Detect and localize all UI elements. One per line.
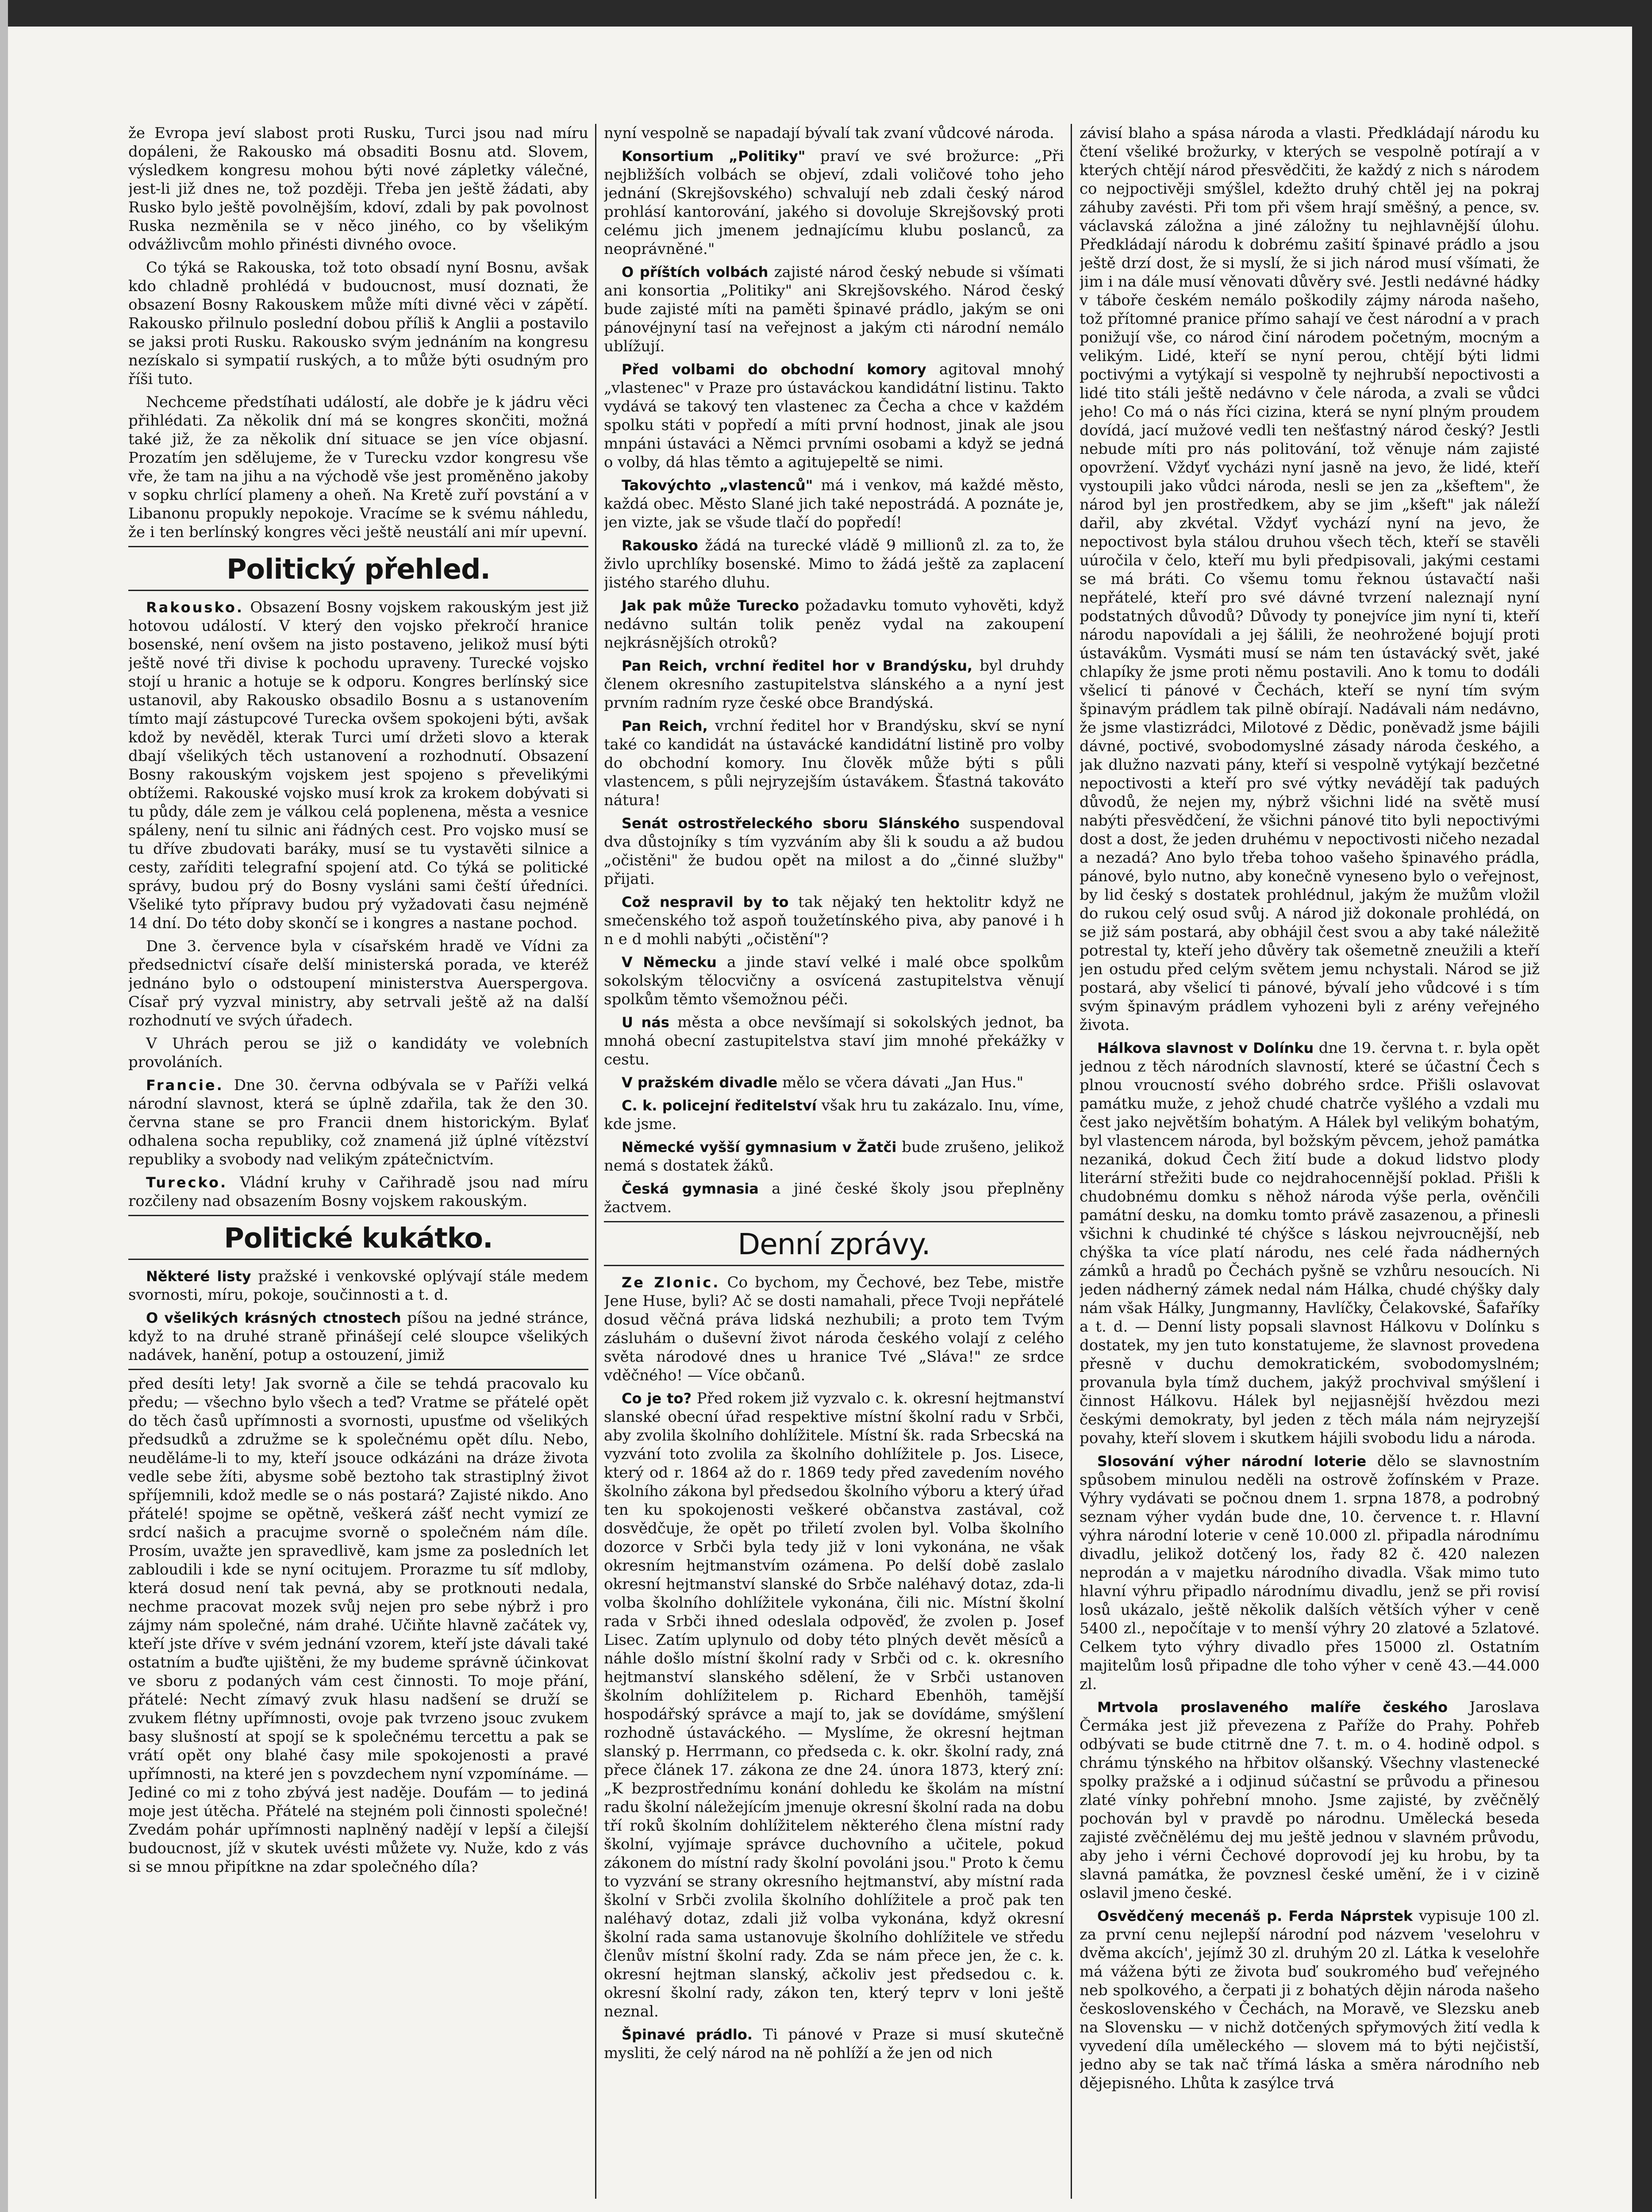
article-paragraph bbox=[1080, 1907, 1540, 2093]
article-paragraph bbox=[604, 1179, 1064, 1217]
article-lead: Mrtvola proslaveného malíře českého bbox=[1097, 1699, 1448, 1716]
article-text: Před rokem již vyzvalo c. k. okresní hejtmanství slanské obecní úřad respektive místní školní radu v Srbči, aby zvolila školního dohlížitele. Místní šk. rada Srbecská na vyzvání toto zvolila za školního dohlížitele p. Jos. Lisece, který od r. 1864 až do r. 1869 tedy před zavedením nového školního zákona byl předsedou školního výboru a který úřad ten ku spokojenosti veškeré občanstva zastával, což dosvědčuje, že opět po třiletí zvolen byl. Volba školního dozorce v Srbči byla tedy již v loni vykonána, ne však okresním hejtmanstvím ozámena. Po delší době zaslalo okresní hejtmanství slanské do Srbče naléhavý dotaz, zda-li volba školního dohlížitele vykonána, čili nic. Místní školní rada v Srbči ihned odeslala odpověď, že zvolen p. Josef Lisec. Zatím uplynulo od doby této plných devět měsíců a náhle došlo místní školní rady v Srbči od c. k. okresního hejtmanství slanského sdělení, že v Srbči ustanoven školním dohlížitelem p. Richard Ebenhöh, tamější hospodářský správce a mají to, jak se dovídáme, smýšlení rozhodně ústaváckého. — Myslíme, že okresní hejtman slanský p. Herrmann, co předseda c. k. okr. školní rady, zná přece článek 17. zákona ze dne 24. února 1873, který zní: „K bezprostřednímu konání dohledu ke školám na místní radu školní náležejícím jmenuje okresní školní rada na dobu tří roků školním dohlížitelem některého člena místní rady školní, vyjímaje správce duchovního a učitele, pokud zákonem do místní rady školní povoláni jsou." Proto k čemu to vyzvání se strany okresního hejtmanství, aby místní rada školní v Srbči zvolila školního dohlížitele a proč pak ten naléhavý dotaz, zdali již volba vykonána, když okresní školní rada sama ustanovuje školního dohlížitele ve středu členův místní školní rady. Zda se nám přece jen, že c. k. okresní hejtman slanský, ačkoliv jest předsedou c. k. okresní školní rady, zákon ten, který teprv v loni ještě neznal. bbox=[604, 1390, 1064, 2020]
article-paragraph bbox=[128, 1173, 588, 1210]
scan-border-left bbox=[0, 0, 8, 2212]
article-paragraph bbox=[128, 1309, 588, 1364]
article-lead: Některé listy bbox=[146, 1268, 251, 1285]
article-paragraph bbox=[604, 1273, 1064, 1385]
article-lead: Německé vyšší gymnasium v Žatči bbox=[622, 1139, 897, 1156]
newspaper-page bbox=[128, 124, 1548, 2199]
article-lead: Senát ostrostřeleckého sboru Slánského bbox=[622, 815, 960, 832]
article-paragraph bbox=[604, 2025, 1064, 2062]
article-paragraph bbox=[128, 1267, 588, 1304]
paragraph: Nechceme předstíhati událostí, ale dobře je k jádru věci přihlédati. Za několik dní má se kongres skončiti, možná také již, že za několik dní situace se jen více objasní. Prozatím jen sdělujeme, že v Turecku vzdor kongresu vše vře, že tam na jihu a na východě vše jest proměněno jakoby v sopku chrlící plameny a oheň. Na Kretě zuří povstání a v Libanonu propukly nepokoje. Vracíme se k svému náhledu, že i ten berlínský kongres věci ještě neustálí ani mír upevní. bbox=[128, 393, 588, 541]
paragraph: že Evropa jeví slabost proti Rusku, Turci jsou nad míru dopáleni, že Rakousko má obsaditi Bosnu atd. Slovem, výsledkem kongresu mohou býti nové zápletky válečné, jest-li již dnes ne, tož později. Třeba jen ještě žádati, aby Rusko bylo ještě povolnějším, kdoví, zdali by pak povolnost Ruska nezměnila se v něco jiného, co by všelikým odvážlivcům mohlo přinésti divného ovoce. bbox=[128, 124, 588, 253]
article-paragraph bbox=[1080, 1698, 1540, 1902]
article-paragraph bbox=[604, 1138, 1064, 1175]
article-paragraph bbox=[604, 814, 1064, 888]
article-text: Obsazení Bosny vojskem rakouským jest již hotovou událostí. V který den vojsko překročí hranice bosenské, není ovšem na jisto postaveno, jelikož musí býti ještě nové tři divise k pochodu upraveny. Turecké vojsko stojí u hranic a hotuje se k odporu. Kongres berlínský sice ustanovil, aby Rakousko obsadilo Bosnu a s ustanovením tímto mají zástupcové Turecka ovšem spokojeni býti, avšak kdož by nevěděl, kterak Turci umí držeti slovo a kterak dbají všelikých těch ustanovení a rozhodnutí. Obsazení Bosny rakouským vojskem jest spojeno s převelikými obtížemi. Rakouské vojsko musí krok za krokem dobývati si tu půdy, dále zem je válkou celá poplenena, města a vesnice spáleny, není tu silnic ani řádných cest. Pro vojsko musí se tu dříve zbudovati baráky, musí se tu vystavěti silnice a cesty, zaříditi telegrafní spojení atd. Co týká se politické správy, budou prý do Bosny vysláni sami čeští úředníci. Všeliké tyto přípravy budou prý vyžadovati času nejméně 14 dní. Do této doby skončí se i kongres a nastane pochod. bbox=[128, 599, 588, 932]
article-text: dne 19. června t. r. byla opět jednou z těch národních slavností, které se účastní Čech s plnou vroucností svého dobrého srdce. Přišli oslavovat památku muže, z jehož chudé chatrče vyšlého a vzdali mu čest jako největším bohatým. A Hálek byl velikým bohatým, byl vlastencem národa, byl božským pěvcem, jehož památka nezaniká, dokud Čech žití bude a dokud lidstvo plody literární střežiti bude co nejdrahocennější poklad. Přišli k chudobnému domku s něhož národa výše perla, ověnčili památní desku, na domku tomto právě zasazenou, a přinesli všichni k chudinké té chýšce s láskou nejvroucnější, neb chýška ta více platí národu, nes celé řada nádherných zámků a hradů po Čechách pyšně se vzhůru nesoucích. Ni jeden nádherný zámek nedal nám Hálka, chudé chýšky daly nám však Hálky, Jungmanny, Havlíčky, Čelakovské, Šafaříky a t. d. — Denní listy popsali slavnost Hálkovu v Dolínku s dostatek, my jen tuto konstatujeme, že slavnost provedena přesně v duchu demokratickém, svobodomyslném; provanula byla tímž duchem, jakýž prochvival smýšlení i činnost Hálkovu. Hálek byl nejjasnější hvězdou mezi českými demokraty, byl jeden z těch mála nám nejryzejší povahy, kteří slovem i skutkem hájili svobodu lidu a národa. bbox=[1080, 1039, 1540, 1447]
column-rule bbox=[1071, 124, 1072, 2199]
article-lead: Slosování výher národní loterie bbox=[1097, 1453, 1367, 1470]
paragraph: před desíti lety! Jak svorně a čile se tehdá pracovalo ku předu; — všechno bylo všech a teď? Vratme se přátelé opět do těch časů upřímnosti a svornosti, upusťme od všelikých předsudků a združme se k společnému opět dílu. Nebo, neuděláme-li to my, kteří jsouce odkázáni na dráze života vedle sebe žíti, abysme sobě beztoho tak strastiplný život spříjemnili, kdož medle se o nás postará? Zajisté nikdo. Ano přátelé! spojme se opětně, veškerá zášť necht vymizí ze srdcí našich a pracujme svorně o společném nám díle. Prosím, uvažte jen spravedlivě, kam jsme za posledních let zabloudili i kde se nyní ocitujem. Prorazme tu síť mdloby, která dosud není tak pevná, aby se protknouti nedala, nechme pracovat mozek svůj nejen pro sebe nýbrž i pro zájmy nám společné, nám drahé. Učiňte hlavně začátek vy, kteří jste dříve v svém jednání vzorem, kteří jste dávali také ostatním a buďte ujištěni, že my budeme správně účinkovat ve sboru z podaných vám cest činnosti. To moje přání, přátelé: Necht zímavý zvuk hlasu nadšení se druží se zvukem flétny upřímnosti, ovoje pak tvrzeno jsouc zvukem basy slušností at spojí se k společnému tercettu a pak se vrátí opět ony blahé časy mile spokojenosti a pravé upřímnosti, na které jen s povzdechem nyní vzpomínáme. — Jediné co mi z toho zbývá jest naděje. Doufám — to jediná moje jest útěcha. Přátelé na stejném poli činnosti společné! Zvedám pohár upřímnosti naplněný nadějí v lepší a čilejší budoucnost, jíž v skutek uvésti můžete vy. Nuže, kdo z vás si se mnou připítkne na zdar společného díla? bbox=[128, 1375, 588, 1876]
article-text: tak nějaký ten hektolitr když ne smečenského tož aspoň toužetínského piva, aby panové i h n e d mohli nabýti „očistění"? bbox=[604, 893, 1064, 948]
article-text: má i venkov, má každé město, každá obec. Město Slané jich také nepostrádá. A poznáte je, jen vizte, jak se všude tlačí do popředí! bbox=[604, 476, 1064, 531]
article-paragraph bbox=[604, 536, 1064, 592]
paragraph bbox=[604, 124, 1064, 142]
article-paragraph bbox=[1080, 1039, 1540, 1448]
column-left bbox=[128, 124, 588, 2199]
article-paragraph bbox=[604, 1389, 1064, 2021]
article-lead: Před volbami do obchodní komory bbox=[622, 361, 926, 378]
paragraph: Co týká se Rakouska, tož toto obsadí nyní Bosnu, avšak kdo chladně prohlédá v budoucnost, musí doznati, že obsazení Bosny Rakouskem může míti divné věci v zápětí. Rakousko přilnulo poslední dobou příliš k Anglii a postavilo se jaksi proti Rusku. Rakousko svým jednáním na kongresu nezískalo si sympatií ruských, a to může býti osudným pro říši tuto. bbox=[128, 259, 588, 388]
article-text: byl druhdy členem okresního zastupitelstva slánského a a nyní jest prvním radním ryze české obce Brandýská. bbox=[604, 657, 1064, 712]
column-right bbox=[1080, 124, 1540, 2199]
section-heading-politicky-prehled: Politický přehled. bbox=[128, 546, 588, 591]
article-lead: Což nespravil by to bbox=[622, 894, 789, 910]
paragraph bbox=[1080, 124, 1540, 1034]
article-text: bude zrušeno, jelikož nemá s dostatek žáků. bbox=[604, 1138, 1064, 1175]
scan-border-top bbox=[0, 0, 1652, 27]
article-lead: O všelikých krásných ctnostech bbox=[146, 1310, 401, 1326]
article-text: V Uhrách perou se již o kandidáty ve volebních provoláních. bbox=[128, 1035, 588, 1071]
article-paragraph bbox=[604, 1073, 1064, 1092]
article-lead: Francie. bbox=[146, 1077, 224, 1094]
article-paragraph bbox=[128, 598, 588, 933]
article-lead: Rakousko. bbox=[146, 599, 244, 616]
column-rule bbox=[595, 124, 596, 2199]
article-text: mělo se včera dávati „Jan Hus." bbox=[777, 1074, 1024, 1091]
article-lead: Turecko. bbox=[146, 1174, 228, 1191]
article-text: Dne 30. června odbývala se v Paříži velká národní slavnost, která se úplně zdařila, tak že den 30. června stane se pro Francii dnem historickým. Bylať odhalena socha republiky, což znamená již úplné vítězství republiky a svobody nad velikým zpátečnictvím. bbox=[128, 1076, 588, 1168]
column-middle bbox=[604, 124, 1064, 2199]
article-text: žádá na turecké vládě 9 millionů zl. za to, že živlo uprchlíky bosenské. Mimo to žádá ještě za zaplacení jistého starého dluhu. bbox=[604, 537, 1064, 591]
article-paragraph bbox=[128, 937, 588, 1030]
article-paragraph bbox=[128, 1076, 588, 1169]
article-lead: V Německu bbox=[622, 954, 717, 971]
article-text: zajisté národ český nebude si všímati ani konsortia „Politiky" ani Skrejšovského. Národ český bude zajisté míti na paměti špinavé prádlo, jakým se oni pánovéjnyní tasí na veřejnost a jakým cti národní nemálo ublížují. bbox=[604, 263, 1064, 355]
article-lead: Česká gymnasia bbox=[622, 1180, 759, 1197]
article-lead: O příštích volbách bbox=[622, 264, 768, 280]
article-text: vypisuje 100 zl. za první cenu nejlepší národní pod názvem 'veselohru v dvěma akcích', jejímž 30 zl. druhým 20 zl. Látka k veselohře má vážena býti ze života buď soukromého buď veřejného neb spolkového, a čerpati ji z bohatých dějin národa našeho československého v Čechách, na Moravě, ve Slezsku aneb na Slovensku — v nichž dotčených spřymových žití vedla k vyvedení díla uměleckého — slovem má to býti nejčistší, jedno aby se tak nač třímá láska a směra národního neb dějepisného. Lhůta k zasýlce trvá bbox=[1080, 1907, 1540, 2092]
article-text: Jaroslava Čermáka jest již převezena z Paříže do Prahy. Pohřeb odbývati se bude ctitrně dne 7. t. m. o 4. hodině odpol. s chrámu týnského na hřbitov olšanský. Všechny vlastenecké spolky pražské a i odjinud súčastní se průvodu a přinesou zlaté vínky pohřební mnoho. Jsme zajisté, by zvěčnělý pochován byl v pravdě po národnu. Umělecká beseda zajisté zvěčnělému dej mu ještě jednou v slavném průvodu, aby jeho i vérni Čechové doprovodí jej ku hrobu, by ta slavná památka, že povznesl české umění, že i v cizině oslavil jmeno české. bbox=[1080, 1698, 1540, 1902]
article-paragraph bbox=[128, 1034, 588, 1071]
divider bbox=[128, 1369, 588, 1370]
article-text: požadavku tomuto vyhověti, když nedávno sultán tolik peněz vydal na zakoupení nejkrásnějších otroků? bbox=[604, 597, 1064, 652]
article-text: Dne 3. července byla v císařském hradě ve Vídni za předsednictví císaře delší ministerská porada, ve kteréž jednáno bylo o odstoupení ministerstva Auerspergova. Císař prý vyzval ministry, aby setrvali ještě až na další rozhodnutí ve svých úřadech. bbox=[128, 937, 588, 1029]
article-text: nyní vespolně se napadají bývalí tak zvaní vůdcové národa. bbox=[604, 124, 1054, 142]
article-text: Vládní kruhy v Cařihradě jsou nad míru rozčileny nad obsazením Bosny vojskem rakouským. bbox=[128, 1174, 588, 1210]
article-text: agitoval mnohý „vlastenec" v Praze pro ústaváckou kandidátní listinu. Takto vydává se takový ten vlastenec za Čecha a chce v každém spolku státi v popředí a míti první hodnost, jinak ale jsou mnpáni ústaváci a Němci prvními osobami a když se jedná o volby, dá hlas těmto a agitujepeltě se nimi. bbox=[604, 361, 1064, 471]
section-heading-denni-zpravy: Denní zprávy. bbox=[604, 1221, 1064, 1266]
section-heading-politicke-kukatko: Politické kukátko. bbox=[128, 1215, 588, 1260]
article-text: a jiné české školy jsou přeplněny žactvem. bbox=[604, 1180, 1064, 1216]
article-text: praví ve své brožurce: „Při nejbližších volbách se objeví, zdali voličové toho jeho jednání (Skrejšovského) schvalují neb zdali český národ prohlásí kantorování, jakého si dovoluje Skrejšovský proti celému jich jmenem jednajícímu klubu poslanců, za neoprávněné." bbox=[604, 147, 1064, 258]
article-lead: Hálkova slavnost v Dolínku bbox=[1097, 1040, 1314, 1056]
article-text: však hru tu zakázalo. Inu, víme, kde jsme. bbox=[604, 1097, 1064, 1133]
article-paragraph bbox=[604, 263, 1064, 356]
article-paragraph bbox=[604, 953, 1064, 1009]
article-text: města a obce nevšímají si sokolských jednot, ba mnohá obecní zastupitelstva staví jim mnohé překážky v cestu. bbox=[604, 1014, 1064, 1068]
article-lead: V pražském divadle bbox=[622, 1074, 778, 1091]
article-paragraph bbox=[1080, 1452, 1540, 1694]
article-lead: Špinavé prádlo. bbox=[622, 2026, 753, 2043]
article-lead: Jak pak může Turecko bbox=[622, 597, 799, 614]
article-text: suspendoval dva důstojníky s tím vyzváním aby šli k soudu a až budou „očistěni" že budou opět na milost a do „činné služby" přijati. bbox=[604, 814, 1064, 888]
article-lead: Ze Zlonic. bbox=[622, 1274, 720, 1291]
article-paragraph bbox=[604, 596, 1064, 652]
article-paragraph bbox=[604, 476, 1064, 532]
article-lead: Takovýchto „vlastenců" bbox=[622, 477, 813, 494]
article-lead: Pan Reich, vrchní ředitel hor v Brandýsku, bbox=[622, 657, 973, 674]
article-paragraph bbox=[604, 1013, 1064, 1069]
article-paragraph bbox=[604, 1096, 1064, 1133]
article-text: Co bychom, my Čechové, bez Tebe, mistře Jene Huse, byli? Ač se dosti namahali, přece Tvoji nepřátelé dosud věčná práva lidská nezhubili; a proto tem Tvým zásluhám o duševní život národa českého volají z celého světa národové dnes u hranice Tvé „Sláva!" ze srdce vděčného! — Více občanů. bbox=[604, 1274, 1064, 1384]
article-lead: Osvědčený mecenáš p. Ferda Náprstek bbox=[1097, 1908, 1413, 1924]
article-text: dělo se slavnostním spůsobem minulou neděli na ostrově žofínském v Praze. Výhry vydávati se počnou dnem 1. srpna 1878, a podrobný seznam výher vydán bude dne, 10. července t. r. Hlavní výhra národní loterie v ceně 10.000 zl. připadla národnímu divadlu, jelikož dotčený los, řady 82 č. 420 nalezen neprodán a v majetku národního divadla. Však mimo tuto hlavní výhru připadlo národnímu divadlu, jenž se při rovisí losů ukázalo, ještě několik dalších větších výher v ceně 5400 zl., nepočítaje v to menší výhry 20 zlatové a 5zlatové. Celkem tyto výhry divadlo přes 15000 zl. Ostatním majitelům losů připadne dle toho výher v ceně 43.—44.000 zl. bbox=[1080, 1452, 1540, 1693]
article-lead: C. k. policejní ředitelství bbox=[622, 1097, 817, 1114]
article-lead: U nás bbox=[622, 1014, 669, 1031]
article-paragraph bbox=[604, 360, 1064, 472]
article-paragraph bbox=[604, 893, 1064, 949]
article-paragraph bbox=[604, 657, 1064, 712]
scan-border-right bbox=[1632, 0, 1652, 2212]
article-lead: Pan Reich, bbox=[622, 718, 708, 734]
article-paragraph bbox=[604, 717, 1064, 810]
article-text: Ti pánové v Praze si musí skutečně mysliti, že celý národ na ně pohlíží a že jen od nich bbox=[604, 2026, 1064, 2062]
article-lead: Rakousko bbox=[622, 537, 698, 554]
article-text: závisí blaho a spása národa a vlasti. Předkládají národu ku čtení všeliké brožurky, v kterých se vespolně potírají a v kterých chtějí národ přesvědčiti, že každý z nich s národem co nejpoctivěji smýšlel, kdežto druhý chtěl jej na pokraj záhuby zavésti. Při tom při všem hrají směšný, a pence, sv. václavská záložna a jiné záložny tu nejhlavnější úlohu. Předkládají národu k dobrému zašití špinavé prádlo a jsou ještě drzí dost, že si myslí, že si jich národ musí všímati, že jim i na dále musí věnovati důvěry své. Jestli nedávné hádky v táboře českém nemálo poškodily zájmy národa našeho, tož přítomné pranice přímo sahají ve čest národní a v prach ponižují vše, co národ činí národem početným, mocným a velikým. Lidé, kteří se nyní perou, chtějí býti lidmi poctivými a vytýkají si vespolně ty nejhrubší nepoctivosti a lidé tito stáli ještě nedávno v čele národa, a zvali se vůdci jeho! Co má o nás říci cizina, která se nyní plným proudem dovídá, jací mužové vedli ten nešťastný národ český? Jestli nebude míti pro nás politování, tož věnuje nám zajisté opovržení. Vždyť vycházi nyní jasně na jevo, že lidé, kteří vystoupili jako vůdci národa, nesli se jen za „kšeftem", že národ byl jen prostředkem, aby se jim „kšeft" jak náleží dařil, aby zkvétal. Vždyť vychází nyní na jevo, že nepoctivost byla stálou druhou všech těch, kteří se stavěli uúročila v čelo, kteří mu byli předpisovali, jakými cestami se má bráti. Co všemu tomu řeknou ústavačtí naši nepřátelé, kteří pro své dávné tvrzení naleznají nyní podstatných důvodů? Důvody ty ponejvíce jim nyní ti, kteří národu napovídali a jej šálili, že neohrožené bojují proti ústavákům. Vysmáti musí se nám ten ústavácký svět, jaké chlapíky že jsme proti němu postavili. Ano k tomu to dodáli všelicí ti pánové v Čechách, kteří se nyní tím svým špinavým prádlem tak pilně obírají. Nadávali nám nedávno, že jsme vlastizrádci, Milotové z Dědic, poněvadž jsme bájili dávné, poctivé, svobodomyslné zásady národa českého, a jak dlužno nazvati pány, kteří si vespolně vytýkají bezčetné nepoctivosti a kteří pro své výtky nevádějí tak paduých důvodů, že nejen my, nýbrž všichni lidé na světě musí nabýti přesvědčení, že všichni pánové tito byli nepoctivými dost a dost, že jeden druhému v nepoctivosti ničeho nezadal a nezadá? Ano bylo třeba tohoo vašeho špinavého prádla, pánové, bylo nutno, aby konečně vyneseno bylo o veřejnost, by lid český s dostatek prohlédnul, jakým že mužům vložil do rukou celý osud svůj. A národ již dokonale prohlédá, on se již sám postará, aby obhájil čest svou a aby také náležitě potrestal ty, kteří jeho důvěry tak ošemetně zneužili a kteří jen ostudu před celým světem jemu nchystali. Národ se již postará, aby všelicí ti pánové, bývalí jeho vůdcové i s tím svým špinavým prádlem vyhozeni byli z arény veřejného života. bbox=[1080, 124, 1540, 1034]
article-text: píšou na jedné stránce, když to na druhé straně přinášejí celé sloupce všelikých nadávek, hanění, potup a ostouzení, jimiž bbox=[128, 1309, 588, 1364]
article-lead: Konsortium „Politiky" bbox=[622, 148, 806, 165]
article-lead: Co je to? bbox=[622, 1390, 692, 1407]
article-text: a jinde staví velké i malé obce spolkům sokolským tělocvičny a osvícená zastupitelstva věnují spolkům těmto všemožnou péči. bbox=[604, 953, 1064, 1008]
article-text: pražské i venkovské oplývají stále medem svornosti, míru, pokoje, součinnosti a t. d. bbox=[128, 1267, 588, 1304]
article-text: vrchní ředitel hor v Brandýsku, skví se nyní také co kandidát na ústavácké kandidátní listině pro volby do obchodní komory. Inu člověk může býti s půli vlastencem, s půli nejryzejším ústavákem. Šťastná takováto nátura! bbox=[604, 717, 1064, 809]
article-paragraph bbox=[604, 147, 1064, 258]
